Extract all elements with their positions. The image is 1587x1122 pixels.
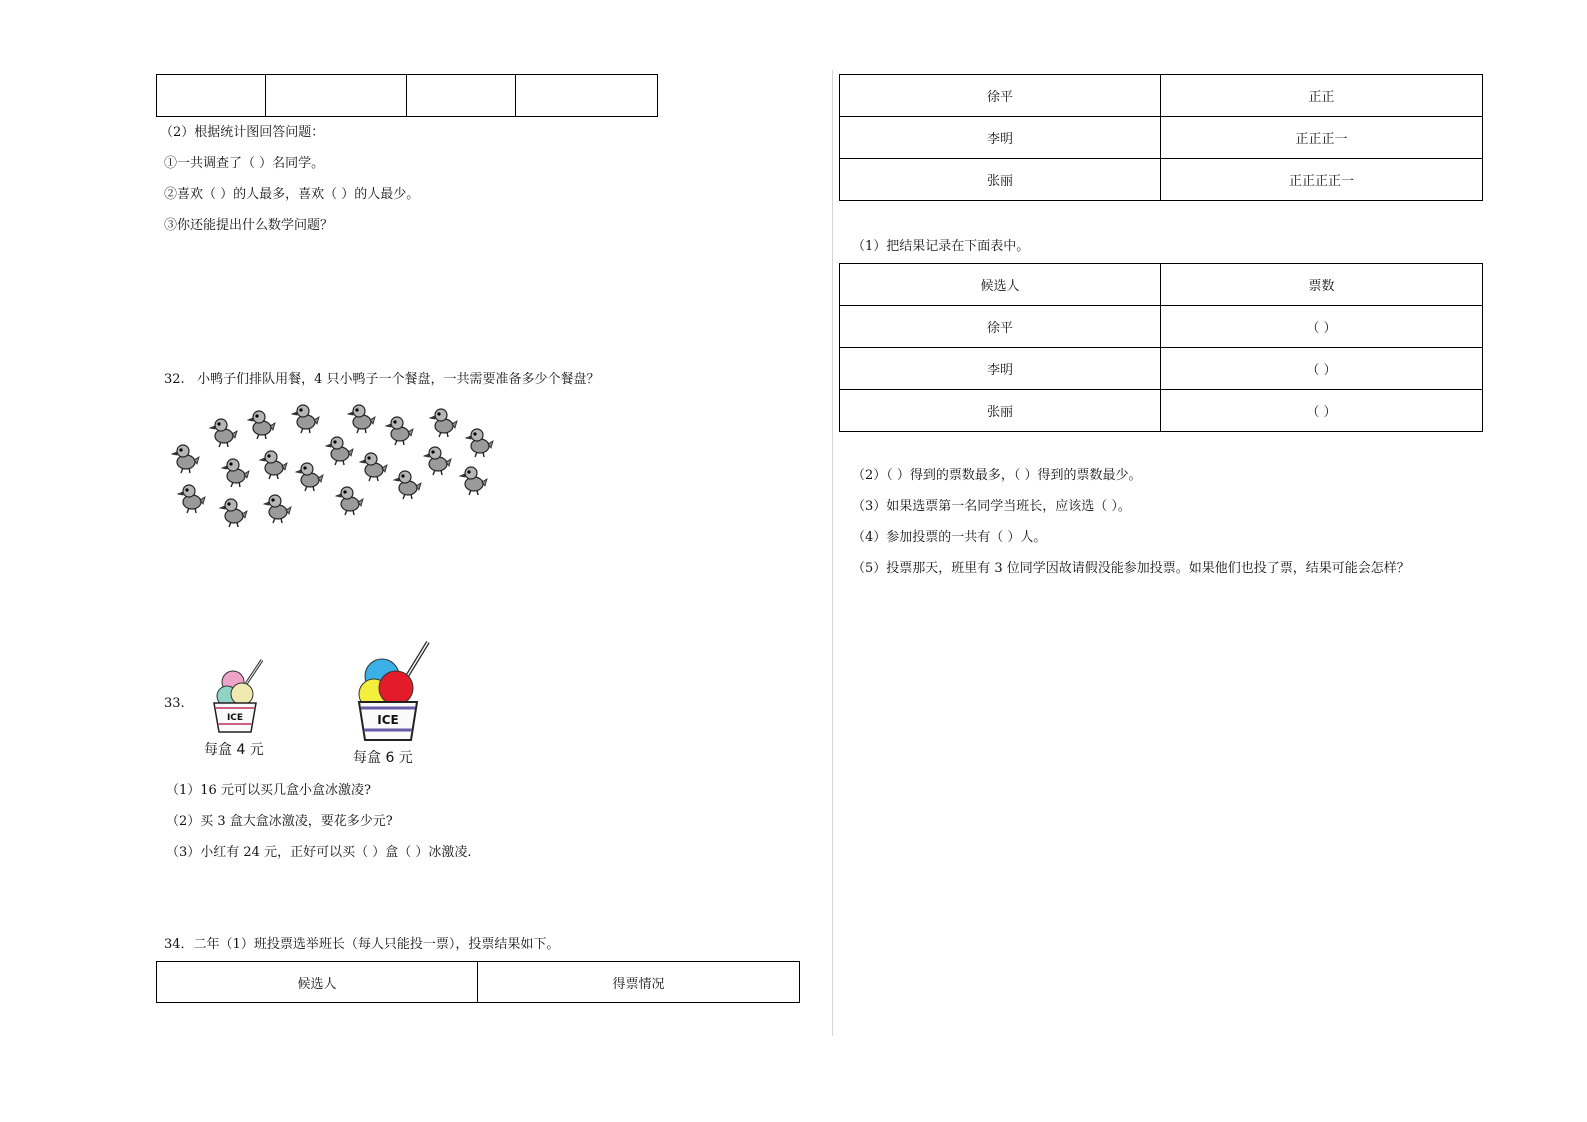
candidate-name: 李明 xyxy=(840,348,1161,390)
duckling-icon xyxy=(178,485,205,513)
top-table xyxy=(156,74,658,117)
duckling-icon xyxy=(424,447,451,475)
table-cell xyxy=(407,75,516,117)
q34-sub3: （3）如果选票第一名同学当班长，应该选（ ）。 xyxy=(852,499,1131,514)
small-price-label: 每盒 4 元 xyxy=(204,742,264,758)
table-cell xyxy=(266,75,407,117)
cup-label: ICE xyxy=(226,713,244,723)
candidate-name: 张丽 xyxy=(840,159,1161,201)
table-header-cell: 候选人 xyxy=(840,264,1161,306)
duckling-icon xyxy=(394,471,421,499)
duckling-icon xyxy=(172,445,199,473)
table-header-row xyxy=(840,264,1483,306)
tally-table-header xyxy=(156,961,800,1003)
q32-text: 32. 小鸭子们排队用餐，4 只小鸭子一个餐盘，一共需要准备多少个餐盘？ xyxy=(164,372,600,387)
q31-item3: ③你还能提出什么数学问题？ xyxy=(164,218,334,233)
duckling-icon xyxy=(296,463,323,491)
table-row xyxy=(840,348,1483,390)
q34-sub4: （4）参加投票的一共有（ ）人。 xyxy=(852,530,1047,545)
duckling-icon xyxy=(430,409,457,437)
cup-label: ICE xyxy=(377,713,399,727)
q33-sub2: （2）买 3 盒大盒冰激凌，要花多少元? xyxy=(166,814,393,829)
table-row xyxy=(840,75,1483,117)
duckling-icon xyxy=(264,495,291,523)
table-cell xyxy=(157,75,266,117)
tally-table-body xyxy=(839,74,1483,201)
vote-blank: （ ） xyxy=(1161,306,1483,348)
page-divider xyxy=(832,70,833,1036)
tally-marks: 正正 xyxy=(1161,75,1483,117)
candidate-name: 张丽 xyxy=(840,390,1161,432)
table-row xyxy=(840,390,1483,432)
tally-marks: 正正正正一 xyxy=(1161,159,1483,201)
table-row xyxy=(840,159,1483,201)
duckling-icon xyxy=(222,459,249,487)
table-row xyxy=(840,117,1483,159)
duckling-icon xyxy=(248,411,275,439)
large-ice-cream-icon xyxy=(356,640,432,744)
duckling-icon xyxy=(210,419,237,447)
tally-marks: 正正正一 xyxy=(1161,117,1483,159)
ducklings-illustration xyxy=(160,395,505,535)
q34-sub1: （1）把结果记录在下面表中。 xyxy=(852,239,1030,254)
duckling-icon xyxy=(460,467,487,495)
duckling-icon xyxy=(348,405,375,433)
q33-sub3: （3）小红有 24 元，正好可以买（ ）盒（ ）冰激凌. xyxy=(166,845,472,860)
duckling-icon xyxy=(336,487,363,515)
table-row xyxy=(840,306,1483,348)
candidate-name: 徐平 xyxy=(840,75,1161,117)
duckling-icon xyxy=(386,417,413,445)
q33-number: 33. xyxy=(164,696,185,711)
q34-sub5: （5）投票那天，班里有 3 位同学因故请假没能参加投票。如果他们也投了票，结果可能会怎样？ xyxy=(852,561,1410,576)
q31-item2: ②喜欢（ ）的人最多，喜欢（ ）的人最少。 xyxy=(164,187,420,202)
duckling-icon xyxy=(260,451,287,479)
duckling-icon xyxy=(360,453,387,481)
q33-sub1: （1）16 元可以买几盒小盒冰激凌? xyxy=(166,783,371,798)
duckling-icon xyxy=(292,405,319,433)
candidate-name: 李明 xyxy=(840,117,1161,159)
result-table xyxy=(839,263,1483,432)
duckling-icon xyxy=(220,499,247,527)
small-ice-cream-icon xyxy=(210,658,266,736)
q31-item1: ①一共调查了（ ）名同学。 xyxy=(164,156,325,171)
q34-text: 34．二年（1）班投票选举班长（每人只能投一票），投票结果如下。 xyxy=(164,937,560,952)
table-header-cell: 候选人 xyxy=(157,962,478,1003)
vote-blank: （ ） xyxy=(1161,348,1483,390)
vote-blank: （ ） xyxy=(1161,390,1483,432)
large-price-label: 每盒 6 元 xyxy=(353,750,413,766)
table-cell xyxy=(516,75,658,117)
table-header-cell: 得票情况 xyxy=(478,962,800,1003)
duckling-icon xyxy=(326,437,353,465)
duckling-icon xyxy=(466,429,493,457)
q31-sub2-title: （2）根据统计图回答问题： xyxy=(160,125,325,140)
candidate-name: 徐平 xyxy=(840,306,1161,348)
table-header-cell: 票数 xyxy=(1161,264,1483,306)
q34-sub2: （2）（ ）得到的票数最多，（ ）得到的票数最少。 xyxy=(852,468,1142,483)
